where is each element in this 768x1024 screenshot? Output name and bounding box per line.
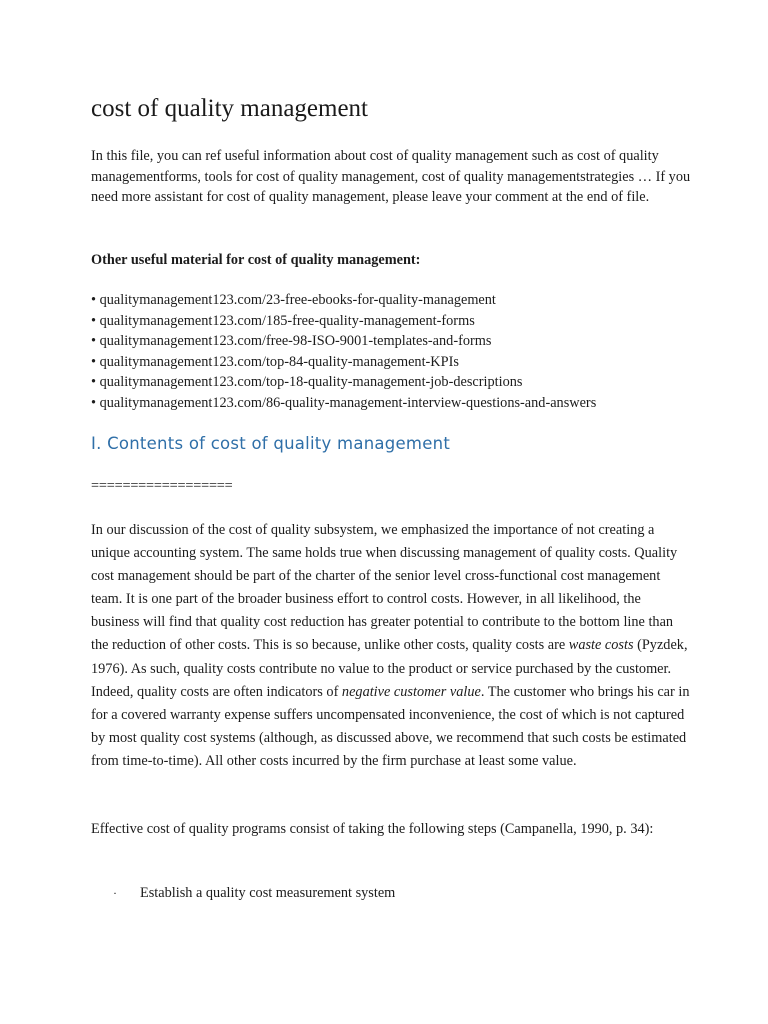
bullet-icon: • <box>91 394 97 411</box>
bullet-icon: • <box>91 292 97 308</box>
steps-list <box>91 882 395 904</box>
separator-line: ================== <box>91 478 233 494</box>
emphasis-text: waste costs <box>568 637 634 654</box>
bullet-icon: • <box>91 353 97 370</box>
intro-paragraph: In this file, you can ref useful information about cost of quality management such as cost of quality managementforms, tools for cost of quality management, cost of quality managementstrategies … If you need more assistant for cost of quality management, please leave your comment at the end of file. <box>91 148 691 206</box>
resource-link-item[interactable] <box>91 290 596 311</box>
resource-link-text[interactable]: qualitymanagement123.com/185-free-quality-management-forms <box>99 312 475 329</box>
resource-link-list <box>91 290 596 414</box>
resource-link-item[interactable] <box>91 393 596 414</box>
bullet-icon: · <box>113 886 117 900</box>
resource-link-item[interactable] <box>91 311 596 332</box>
document-title: cost of quality management <box>91 95 369 122</box>
resource-link-text[interactable]: qualitymanagement123.com/top-18-quality-management-job-descriptions <box>99 374 523 391</box>
step-item <box>91 882 395 904</box>
resource-link-text[interactable]: qualitymanagement123.com/23-free-ebooks-for-quality-management <box>99 292 496 308</box>
body-paragraph <box>91 519 691 773</box>
body-text-part: . The customer who brings his car in for a covered warranty expense suffers uncompensated inconvenience, the cost of which is not captured by most quality cost systems (although, as discussed above, we recommend that such costs be estimated from time-to-time). All other costs incurred by the firm purchase at least some value. <box>91 683 690 769</box>
steps-intro-paragraph: Effective cost of quality programs consist of taking the following steps (Campanella, 1990, p. 34): <box>91 821 654 837</box>
resource-link-item[interactable] <box>91 352 596 373</box>
resource-link-item[interactable] <box>91 331 596 352</box>
emphasis-text: negative customer value <box>341 683 481 700</box>
bullet-icon: • <box>91 374 97 391</box>
bullet-icon: • <box>91 312 97 329</box>
resource-link-text[interactable]: qualitymanagement123.com/86-quality-management-interview-questions-and-answers <box>99 394 597 411</box>
resource-link-item[interactable] <box>91 372 596 393</box>
body-text-part: In our discussion of the cost of quality subsystem, we emphasized the importance of not creating a unique accounting system. The same holds true when discussing management of quality costs. Quality cost management should be part of the charter of the senior level cross-functional cost management team. It is one part of the broader business effort to control costs. However, in all likelihood, the business will find that quality cost reduction has greater potential to contribute to the bottom line than the reduction of other costs. This is so because, unlike other costs, quality costs are <box>91 522 678 654</box>
step-text: Establish a quality cost measurement system <box>140 885 396 901</box>
material-heading: Other useful material for cost of quality management: <box>91 252 421 268</box>
bullet-icon: • <box>91 333 97 350</box>
resource-link-text[interactable]: qualitymanagement123.com/top-84-quality-management-KPIs <box>99 353 459 370</box>
body-text-part: (Pyzdek, 1976). As such, quality costs contribute no value to the product or service purchased by the customer. Indeed, quality costs are often indicators of <box>91 637 688 700</box>
resource-link-text[interactable]: qualitymanagement123.com/free-98-ISO-9001-templates-and-forms <box>99 333 492 350</box>
section-heading: I. Contents of cost of quality management <box>91 434 451 453</box>
